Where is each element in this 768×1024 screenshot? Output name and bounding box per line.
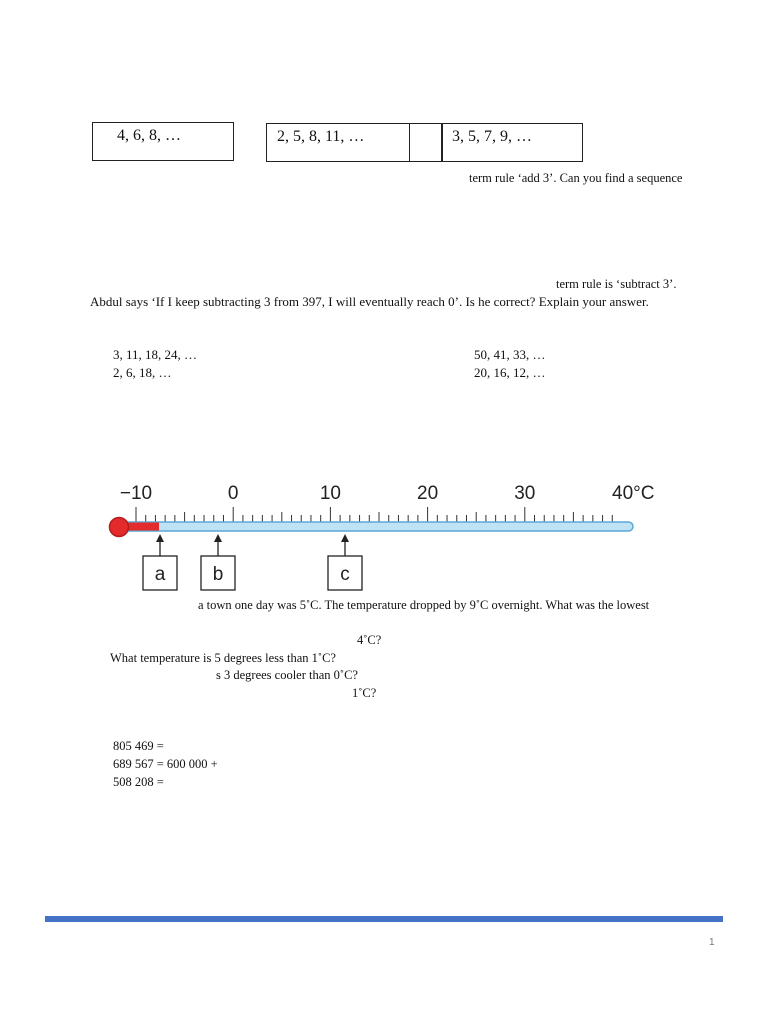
question-temp-5-less: What temperature is 5 degrees less than 1˚C? bbox=[110, 651, 336, 665]
thermometer-marker-label: b bbox=[212, 564, 224, 585]
partition-2: 689 567 = 600 000 + bbox=[113, 757, 218, 771]
sequence-right-1: 50, 41, 33, … bbox=[474, 347, 546, 362]
footer-rule bbox=[45, 916, 723, 922]
thermometer-marker-label: c bbox=[340, 564, 350, 585]
sequence-box-2 bbox=[266, 123, 410, 162]
question-abdul: Abdul says ‘If I keep subtracting 3 from 397, I will eventually reach 0’. Is he correct? Explain your answer. bbox=[90, 294, 649, 309]
thermometer-bulb bbox=[110, 518, 129, 537]
sequence-box-2-text: 2, 5, 8, 11, … bbox=[277, 128, 365, 145]
thermometer-tick-label: 40°C bbox=[612, 483, 655, 504]
sequence-box-gap bbox=[409, 123, 443, 162]
question-temp-1: 1˚C? bbox=[352, 686, 377, 700]
sequence-box-3 bbox=[441, 123, 583, 162]
thermometer-ticks bbox=[136, 507, 612, 522]
thermometer-tick-label: 20 bbox=[417, 483, 439, 504]
question-temp-4: 4˚C? bbox=[357, 633, 382, 647]
sequence-box-3-text: 3, 5, 7, 9, … bbox=[452, 128, 532, 145]
thermometer-marker-label: a bbox=[154, 564, 166, 585]
page-number: 1 bbox=[709, 937, 715, 948]
thermometer-tick-label: 10 bbox=[319, 483, 341, 504]
question-temp-3-cooler: s 3 degrees cooler than 0˚C? bbox=[216, 668, 358, 682]
thermometer-tick-label: 30 bbox=[514, 483, 536, 504]
thermometer-tick-label: −10 bbox=[119, 483, 153, 504]
sequence-left-1: 3, 11, 18, 24, … bbox=[113, 347, 198, 362]
thermometer-markers bbox=[143, 534, 362, 590]
sequence-box-1-text: 4, 6, 8, … bbox=[117, 127, 181, 144]
partition-1: 805 469 = bbox=[113, 739, 164, 753]
question-temp-town: a town one day was 5˚C. The temperature dropped by 9˚C overnight. What was the lowest bbox=[198, 598, 650, 612]
thermometer-diagram bbox=[100, 476, 670, 596]
thermometer-marker-a bbox=[143, 534, 177, 590]
question-add-3: term rule ‘add 3’. Can you find a sequence bbox=[469, 171, 683, 185]
thermometer-marker-b bbox=[201, 534, 235, 590]
thermometer-labels bbox=[120, 483, 655, 504]
sequence-box-1 bbox=[92, 122, 234, 161]
sequence-right-2: 20, 16, 12, … bbox=[474, 365, 546, 380]
thermometer-tube bbox=[119, 522, 633, 531]
sequence-left-2: 2, 6, 18, … bbox=[113, 365, 172, 380]
question-subtract-3-rule: term rule is ‘subtract 3’. bbox=[556, 277, 677, 291]
thermometer-marker-c bbox=[328, 534, 362, 590]
thermometer-tick-label: 0 bbox=[227, 483, 239, 504]
partition-3: 508 208 = bbox=[113, 775, 164, 789]
